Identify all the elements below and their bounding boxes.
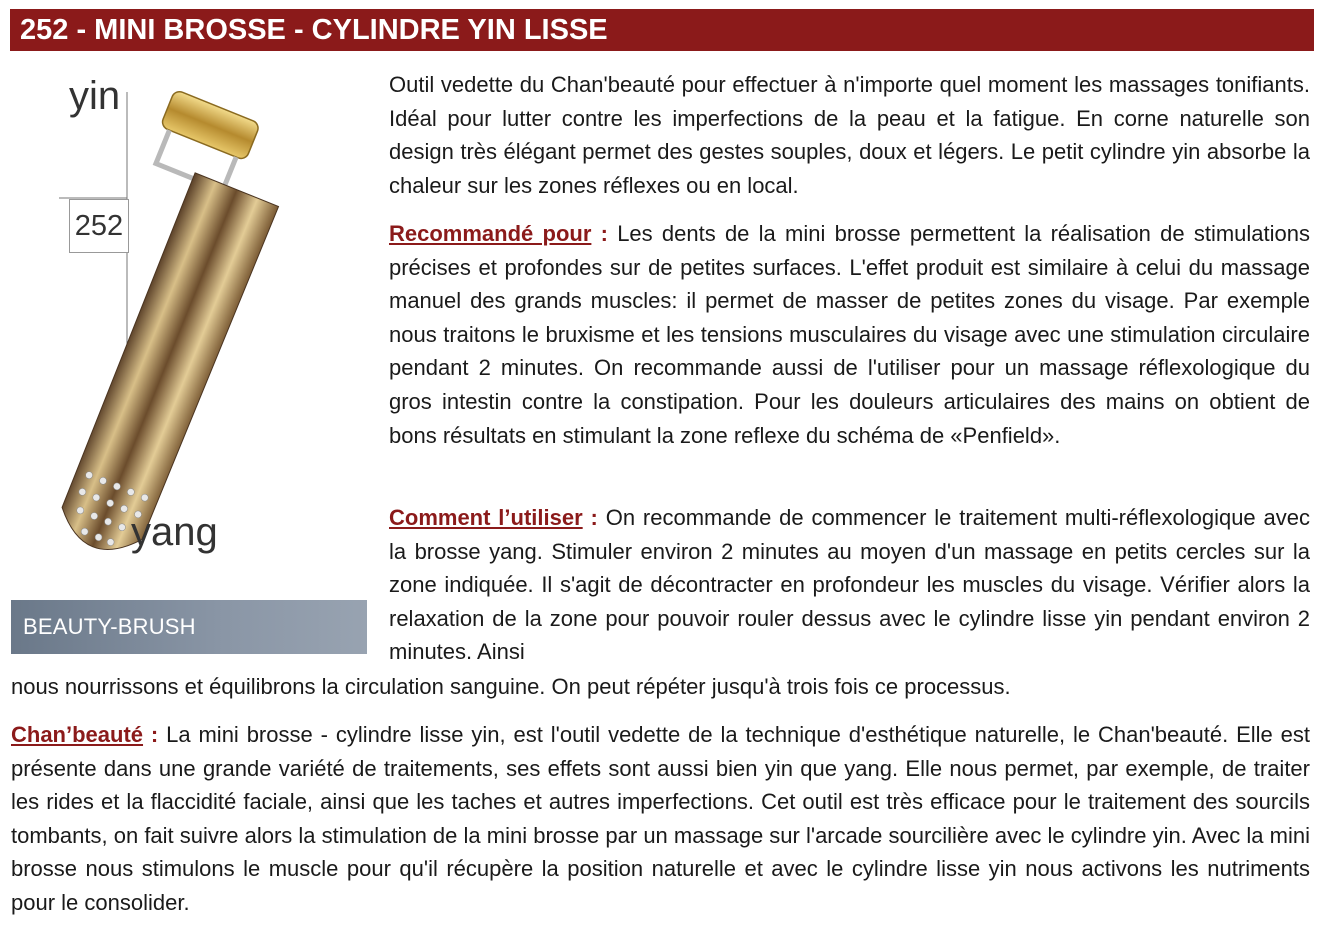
intro-paragraph [389,68,1310,202]
intro-text: Outil vedette du Chan'beauté pour effectuer à n'importe quel moment les massages tonifiants. Idéal pour lutter contre les imperfections de la peau et la fatigue. En corne naturelle son design très élégant permet des gestes souples, doux et légers. Le petit cylindre yin absorbe la chaleur sur les zones réflexes ou en local. [389,72,1310,198]
recommande-heading: Recommandé pour [389,221,592,246]
chanbeaute-section [11,718,1310,920]
brand-label: BEAUTY-BRUSH [23,614,196,639]
comment-section [389,501,1310,669]
recommande-section [389,217,1310,452]
comment-continuation-text: nous nourrissons et équilibrons la circulation sanguine. On peut répéter jusqu'à trois fois ce processus. [11,674,1011,699]
comment-text: On recommande de commencer le traitement multi-réflexologique avec la brosse yang. Stimuler environ 2 minutes au moyen d'un massage en petits cercles sur la zone indiquée. Il s'agit de décontracter en profondeur les muscles du visage. Vérifier alors la relaxation de la zone pour pouvoir rouler dessus avec le cylindre lisse yin pendant environ 2 minutes. Ainsi [389,505,1310,665]
chanbeaute-heading: Chan’beauté [11,722,144,747]
chanbeaute-colon: : [143,722,159,747]
product-figure [11,64,367,654]
comment-continuation [11,670,1310,704]
page-title: 252 - MINI BROSSE - CYLINDRE YIN LISSE [10,9,1314,51]
recommande-colon: : [591,221,608,246]
label-yin: yin [69,74,121,118]
chanbeaute-text: La mini brosse - cylindre lisse yin, est l'outil vedette de la technique d'esthétique naturelle, le Chan'beauté. Elle est présente dans une grande variété de traitements, ses effets sont aussi bien yin que yang. Elle nous permet, par exemple, de traiter les rides et la flaccidité faciale, ainsi que les taches et autres imperfections. Cet outil est très efficace pour le traitement des sourcils tombants, on fait suivre alors la stimulation de la mini brosse par un massage sur l'arcade sourcilière avec le cylindre yin. Avec la mini brosse nous stimulons le muscle pour qu'il récupère la position naturelle et avec le cylindre lisse yin nous activons les nutriments pour le consolider. [11,722,1310,915]
recommande-text: Les dents de la mini brosse permettent la réalisation de stimulations précises et profondes sur de petites surfaces. L'effet produit est similaire à celui du massage manuel des grands muscles: il permet de masser de petites zones du visage. Par exemple nous traitons le bruxisme et les tensions musculaires du visage avec une stimulation circulaire pendant 2 minutes. On recommande aussi de l'utiliser pour un massage réflexologique du gros intestin contre la constipation. Pour les douleurs articulaires des mains on obtient de bons résultats en stimulant la zone reflexe du schéma de «Penfield». [389,221,1310,448]
label-yang: yang [131,510,218,554]
brand-bar [11,600,367,654]
label-product-number: 252 [69,199,129,253]
comment-colon: : [582,505,598,530]
comment-heading: Comment l’utiliser [389,505,583,530]
